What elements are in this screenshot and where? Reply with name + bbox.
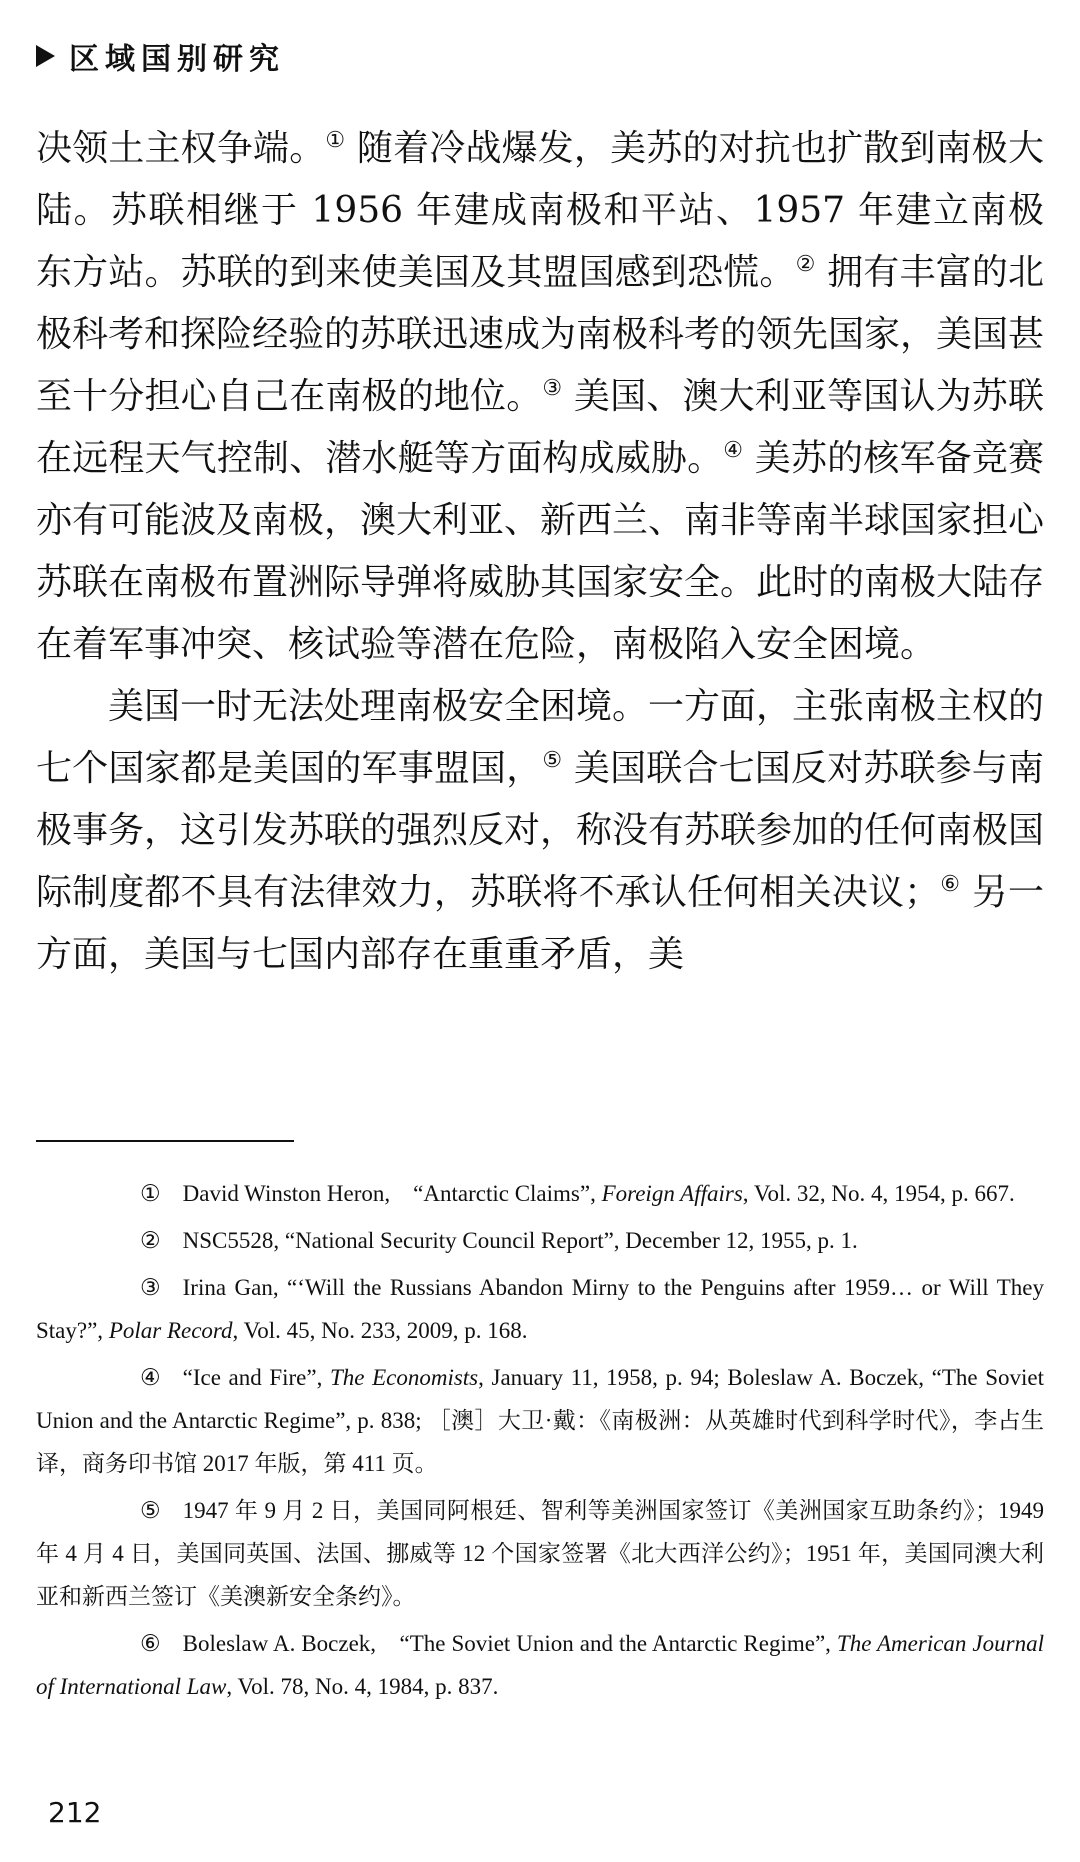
footnote-ref-2[interactable]: ② [795,252,816,277]
footnote-divider [36,1140,294,1142]
body-text [36,118,1044,986]
running-header [36,34,285,78]
footnote-marker: ⑤ [140,1498,161,1523]
footnote-ref-3[interactable]: ③ [542,376,563,401]
text-run: 美国联合七国反对苏联参与南极事务，这引发苏联的强烈反对，称没有苏联参加的任何南极国际制度都不具有法律效力，苏联将不承认任何相关决议； [36,748,1045,913]
footnote-3 [36,1266,1044,1352]
footnote-journal: The Economists [329,1365,479,1390]
text-run: 美国一时无法处理南极安全困境。一方面，主张南极主权的七个国家都是美国的军事盟国， [36,686,1045,789]
paragraph-1 [36,118,1044,676]
footnote-text: 1947 年 9 月 2 日，美国同阿根廷、智利等美洲国家签订《美洲国家互助条约》；1949 年 4 月 4 日，美国同英国、法国、挪威等 12 个国家签署《北大西洋公约》；1951 年，美国同澳大利亚和新西兰签订《美澳新安全条约》。 [36,1498,1044,1609]
section-title: 区域国别研究 [69,42,285,77]
text-run: 拥有丰富的北极科考和探险经验的苏联迅速成为南极科考的领先国家，美国甚至十分担心自己在南极的地位。 [36,252,1045,417]
footnotes [36,1172,1044,1712]
footnote-text: Boleslaw A. Boczek, “The Soviet Union and the Antarctic Regime”, [182,1631,837,1656]
footnote-text: NSC5528, “National Security Council Report”, December 12, 1955, p. 1. [182,1228,858,1253]
footnote-5 [36,1489,1044,1618]
footnote-marker: ① [140,1181,161,1206]
footnote-marker: ⑥ [140,1631,161,1656]
footnote-text: , Vol. 45, No. 233, 2009, p. 168. [232,1318,528,1343]
footnote-text: “Ice and Fire”, [182,1365,330,1390]
footnote-marker: ④ [140,1365,161,1390]
text-run: 另一方面，美国与七国内部存在重重矛盾，美 [36,872,1044,975]
text-run: 随着冷战爆发，美苏的对抗也扩散到南极大陆。苏联相继于 1956 年建成南极和平站、1957 年建立南极东方站。苏联的到来使美国及其盟国感到恐慌。 [36,128,1044,293]
paragraph-2 [36,676,1044,986]
footnote-marker: ② [140,1228,161,1253]
footnote-2 [36,1219,1044,1262]
footnote-text: , Vol. 78, No. 4, 1984, p. 837. [226,1674,499,1699]
footnote-ref-5[interactable]: ⑤ [542,748,563,773]
footnote-text: Irina Gan, “‘Will the Russians Abandon Mirny to the Penguins after 1959… or Will They Stay?”, [36,1275,1044,1343]
footnote-marker: ③ [140,1275,161,1300]
footnote-4 [36,1356,1044,1485]
footnote-journal: The American Journal of International Law [36,1631,1044,1699]
footnote-6 [36,1622,1044,1708]
footnote-1 [36,1172,1044,1215]
footnote-ref-4[interactable]: ④ [723,438,744,463]
text-run: 决领土主权争端。 [36,128,326,169]
text-run: 美国、澳大利亚等国认为苏联在远程天气控制、潜水艇等方面构成威胁。 [36,376,1044,479]
text-run: 美苏的核军备竞赛亦有可能波及南极，澳大利亚、新西兰、南非等南半球国家担心苏联在南极布置洲际导弹将威胁其国家安全。此时的南极大陆存在着军事冲突、核试验等潜在危险，南极陷入安全困境。 [36,438,1045,665]
footnote-ref-6[interactable]: ⑥ [940,872,961,897]
footnote-journal: Polar Record [108,1318,233,1343]
footnote-text: David Winston Heron, “Antarctic Claims”, [182,1181,602,1206]
page-number: 212 [48,1796,102,1829]
footnote-text: , Vol. 32, No. 4, 1954, p. 667. [742,1181,1015,1206]
footnote-ref-1[interactable]: ① [325,128,346,153]
footnote-text: , January 11, 1958, p. 94; Boleslaw A. Boczek, “The Soviet Union and the Antarctic Regime”, p. 838; ［澳］大卫·戴：《南极洲：从英雄时代到科学时代》，李占生译，商务印书馆 2017 年版，第 411 页。 [36,1365,1044,1476]
footnote-journal: Foreign Affairs [601,1181,743,1206]
triangle-bullet-icon [36,45,55,67]
